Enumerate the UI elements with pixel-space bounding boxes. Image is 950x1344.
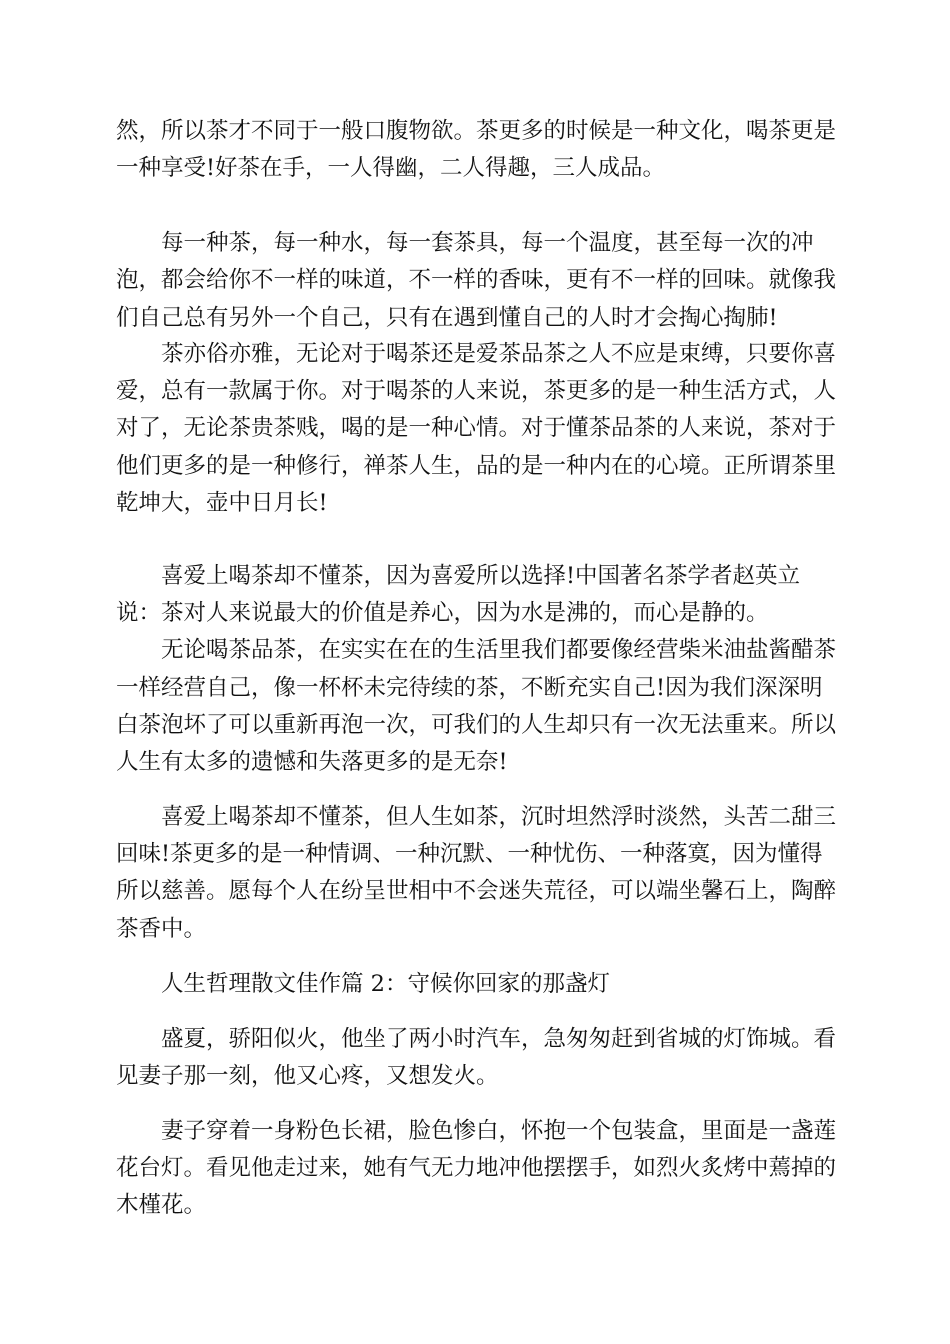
text-line: 爱，总有一款属于你。对于喝茶的人来说，茶更多的是一种生活方式，人 xyxy=(116,378,837,404)
text-line: 花台灯。看见他走过来，她有气无力地冲他摆摆手，如烈火炙烤中蔫掉的 xyxy=(116,1155,837,1181)
text-line: 每一种茶，每一种水，每一套茶具，每一个温度，甚至每一次的冲 xyxy=(161,230,814,256)
text-line: 们自己总有另外一个自己，只有在遇到懂自己的人时才会掏心掏肺! xyxy=(116,305,778,331)
section-heading: 人生哲理散文佳作篇 2：守候你回家的那盏灯 xyxy=(161,971,610,997)
text-line: 茶香中。 xyxy=(116,916,207,942)
text-line: 喜爱上喝茶却不懂茶，但人生如茶，沉时坦然浮时淡然，头苦二甜三 xyxy=(161,804,837,830)
text-line: 乾坤大，壶中日月长! xyxy=(116,490,328,516)
text-line: 说：茶对人来说最大的价值是养心，因为水是沸的，而心是静的。 xyxy=(116,600,769,626)
text-line: 他们更多的是一种修行，禅茶人生，品的是一种内在的心境。正所谓茶里 xyxy=(116,453,837,479)
text-line: 回味!茶更多的是一种情调、一种沉默、一种忧伤、一种落寞，因为懂得 xyxy=(116,841,823,867)
text-line: 盛夏，骄阳似火，他坐了两小时汽车，急匆匆赶到省城的灯饰城。看 xyxy=(161,1026,837,1052)
text-line: 木槿花。 xyxy=(116,1192,207,1218)
text-line: 见妻子那一刻，他又心疼，又想发火。 xyxy=(116,1063,499,1089)
text-line: 所以慈善。愿每个人在纷呈世相中不会迷失荒径，可以端坐馨石上，陶醉 xyxy=(116,878,837,904)
text-line: 人生有太多的遗憾和失落更多的是无奈! xyxy=(116,749,508,775)
text-line: 泡，都会给你不一样的味道，不一样的香味，更有不一样的回味。就像我 xyxy=(116,267,837,293)
text-line: 对了，无论茶贵茶贱，喝的是一种心情。对于懂茶品茶的人来说，茶对于 xyxy=(116,415,837,441)
text-line: 然，所以茶才不同于一般口腹物欲。茶更多的时候是一种文化，喝茶更是 xyxy=(116,118,837,144)
text-line: 白茶泡坏了可以重新再泡一次，可我们的人生却只有一次无法重来。所以 xyxy=(116,712,837,738)
text-line: 喜爱上喝茶却不懂茶，因为喜爱所以选择!中国著名茶学者赵英立 xyxy=(161,563,801,589)
text-line: 妻子穿着一身粉色长裙，脸色惨白，怀抱一个包装盒，里面是一盏莲 xyxy=(161,1118,837,1144)
text-line: 一种享受!好茶在手，一人得幽，二人得趣，三人成品。 xyxy=(116,155,666,181)
text-line: 一样经营自己，像一杯杯未完待续的茶，不断充实自己!因为我们深深明 xyxy=(116,675,823,701)
text-line: 茶亦俗亦雅，无论对于喝茶还是爱茶品茶之人不应是束缚，只要你喜 xyxy=(161,341,837,367)
text-line: 无论喝茶品茶，在实实在在的生活里我们都要像经营柴米油盐酱醋茶 xyxy=(161,637,837,663)
